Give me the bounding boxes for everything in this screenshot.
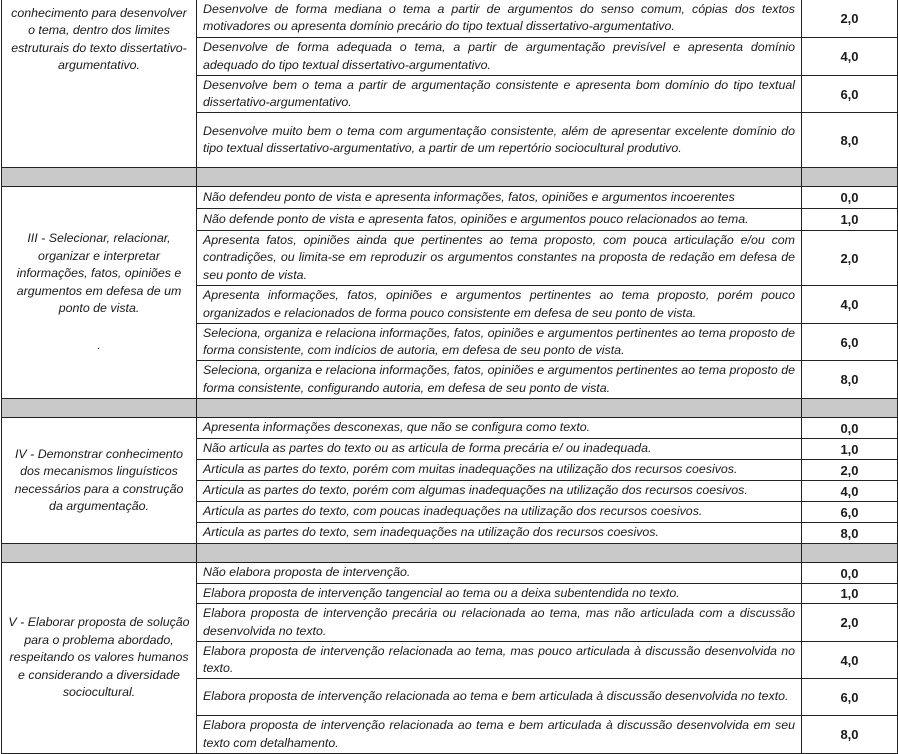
separator-row [2, 544, 898, 563]
description-cell: Elabora proposta de intervenção relacionada ao tema e bem articulada à discussão desenvolvida no texto. [197, 679, 802, 716]
score-cell: 2,0 [802, 460, 898, 481]
description-cell: Não articula as partes do texto ou as articula de forma precária e/ ou inadequada. [197, 439, 802, 460]
description-cell: Articula as partes do texto, porém com algumas inadequações na utilização dos recursos coesivos. [197, 481, 802, 502]
description-cell: Elabora proposta de intervenção tangencial ao tema ou a deixa subentendida no texto. [197, 584, 802, 604]
score-cell: 8,0 [802, 113, 898, 168]
score-cell: 6,0 [802, 679, 898, 716]
score-cell: 2,0 [802, 0, 898, 38]
score-cell: 0,0 [802, 418, 898, 439]
score-cell: 2,0 [802, 231, 898, 286]
score-cell: 6,0 [802, 76, 898, 113]
description-cell: Elabora proposta de intervenção relacionada ao tema e bem articulada à discussão desenvolvida em seu texto com detalhamento. [197, 716, 802, 754]
description-cell: Não defendeu ponto de vista e apresenta informações, fatos, opiniões e argumentos incoerentes [197, 187, 802, 209]
score-cell: 1,0 [802, 584, 898, 604]
score-cell: 4,0 [802, 642, 898, 679]
score-cell: 1,0 [802, 439, 898, 460]
score-cell: 8,0 [802, 523, 898, 544]
description-cell: Não elabora proposta de intervenção. [197, 563, 802, 584]
description-cell: Elabora proposta de intervenção relacionada ao tema, mas pouco articulada à discussão desenvolvida no texto. [197, 642, 802, 679]
description-cell: Desenvolve muito bem o tema com argumentação consistente, além de apresentar excelente domínio do tipo textual dissertativo-argumentativo, a partir de um repertório sociocultural produtivo. [197, 113, 802, 168]
description-cell: Desenvolve bem o tema a partir de argumentação consistente e apresenta bom domínio do tipo textual dissertativo-argumentativo. [197, 76, 802, 113]
criterion-text: III - Selecionar, relacionar, organizar e interpretar informações, fatos, opiniões e argumentos em defesa de um ponto de vista. [16, 231, 182, 315]
criterion-cell: V - Elaborar proposta de solução para o problema abordado, respeitando os valores humanos e considerando a diversidade sociocultural. [2, 563, 197, 754]
description-cell: Apresenta informações, fatos, opiniões e argumentos pertinentes ao tema proposto, porém pouco organizados e relacionados de forma pouco consistente em defesa de seu ponto de vista. [197, 286, 802, 324]
description-cell: Apresenta informações desconexas, que não se configura como texto. [197, 418, 802, 439]
score-cell: 1,0 [802, 209, 898, 231]
table-row [2, 0, 898, 38]
score-cell: 0,0 [802, 187, 898, 209]
score-cell: 6,0 [802, 324, 898, 361]
description-cell: Seleciona, organiza e relaciona informações, fatos, opiniões e argumentos pertinentes ao tema proposto de forma consistente, configurando autoria, em defesa de seu ponto de vista. [197, 361, 802, 399]
description-cell: Elabora proposta de intervenção precária ou relacionada ao tema, mas não articulada com a discussão desenvolvida no texto. [197, 604, 802, 642]
separator-row [2, 399, 898, 418]
description-cell: Desenvolve de forma adequada o tema, a partir de argumentação previsível e apresenta domínio adequado do tipo textual dissertativo-argumentativo. [197, 38, 802, 76]
table-row [2, 187, 898, 209]
score-cell: 8,0 [802, 361, 898, 399]
score-cell: 8,0 [802, 716, 898, 754]
description-cell: Articula as partes do texto, porém com muitas inadequações na utilização dos recursos coesivos. [197, 460, 802, 481]
score-cell: 4,0 [802, 481, 898, 502]
criterion-cell: IV - Demonstrar conhecimento dos mecanismos linguísticos necessários para a construção da argumentação. [2, 418, 197, 544]
score-cell: 2,0 [802, 604, 898, 642]
table-row [2, 418, 898, 439]
table-row [2, 563, 898, 584]
rubric-table [1, 0, 898, 754]
score-cell: 4,0 [802, 38, 898, 76]
score-cell: 6,0 [802, 502, 898, 523]
description-cell: Não defende ponto de vista e apresenta fatos, opiniões e argumentos pouco relacionados ao tema. [197, 209, 802, 231]
description-cell: Articula as partes do texto, sem inadequações na utilização dos recursos coesivos. [197, 523, 802, 544]
description-cell: Desenvolve de forma mediana o tema a partir de argumentos do senso comum, cópias dos textos motivadores ou apresenta domínio precário do tipo textual dissertativo-argumentativo. [197, 0, 802, 38]
criterion-cell [2, 187, 197, 399]
description-cell: Apresenta fatos, opiniões ainda que pertinentes ao tema proposto, com pouca articulação e/ou com contradições, ou limita-se em reproduzir os argumentos constantes na proposta de redação em defesa de seu ponto de vista. [197, 231, 802, 286]
separator-row [2, 168, 898, 187]
description-cell: Seleciona, organiza e relaciona informações, fatos, opiniões e argumentos pertinentes ao tema proposto de forma consistente, com indícios de autoria, em defesa de seu ponto de vista. [197, 324, 802, 361]
criterion-mark: . [97, 338, 101, 353]
criterion-cell: conhecimento para desenvolver o tema, dentro dos limites estruturais do texto dissertativo-argumentativo. [2, 0, 197, 168]
score-cell: 4,0 [802, 286, 898, 324]
score-cell: 0,0 [802, 563, 898, 584]
description-cell: Articula as partes do texto, com poucas inadequações na utilização dos recursos coesivos. [197, 502, 802, 523]
